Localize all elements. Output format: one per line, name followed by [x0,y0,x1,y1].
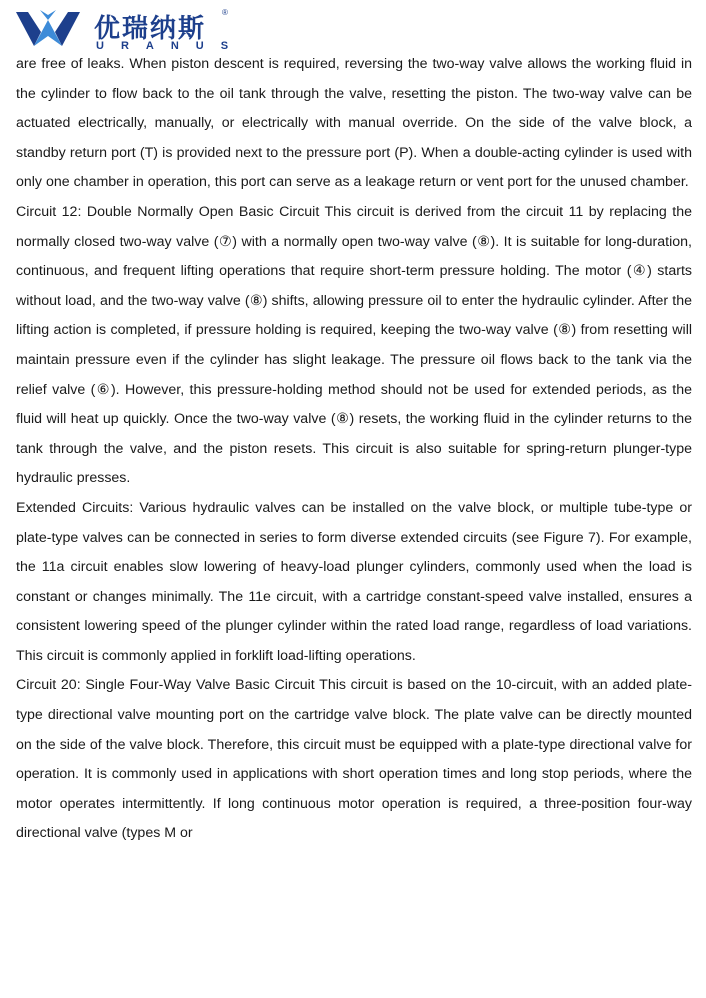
paragraph-extended-circuits: Extended Circuits: Various hydraulic valves can be installed on the valve block, or multiple tube-type or plate-type valves can be connected in series to form diverse extended circuits (see Figure 7). For example, the 11a circuit enables slow lowering of heavy-load plunger cylinders, commonly used when the load is constant or changes minimally. The 11e circuit, with a cartridge constant-speed valve installed, ensures a consistent lowering speed of the plunger cylinder within the rated load range, regardless of load variations. This circuit is commonly applied in forklift load-lifting operations. [16,499,692,664]
page-header [14,4,254,54]
logo-chinese-text: 优瑞纳斯 [94,14,207,44]
uranus-logo-icon [14,6,82,52]
paragraph-circuit-12: Circuit 12: Double Normally Open Basic Circuit This circuit is derived from the circuit 11 by replacing the normally closed two-way valve (⑦) with a normally open two-way valve (⑧). It is suitable for long-duration, continuous, and frequent lifting operations that require short-term pressure holding. The motor (④) starts without load, and the two-way valve (⑧) shifts, allowing pressure oil to enter the hydraulic cylinder. After the lifting action is completed, if pressure holding is required, keeping the two-way valve (⑧) from resetting will maintain pressure even if the cylinder has slight leakage. The pressure oil flows back to the tank via the relief valve (⑥). However, this pressure-holding method should not be used for extended periods, as the fluid will heat up quickly. Once the two-way valve (⑧) resets, the working fluid in the cylinder returns to the tank through the valve, and the piston resets. This circuit is also suitable for spring-return plunger-type hydraulic presses. [16,203,692,487]
paragraph-circuit-20: Circuit 20: Single Four-Way Valve Basic Circuit This circuit is based on the 10-circuit, with an added plate-type directional valve mounting port on the cartridge valve block. The plate valve can be directly mounted on the side of the valve block. Therefore, this circuit must be equipped with a plate-type directional valve for operation. It is commonly used in applications with short operation times and long stop periods, where the motor operates intermittently. If long continuous motor operation is required, a three-position four-way directional valve (types M or [16,677,692,842]
paragraph-valve-operation: are free of leaks. When piston descent is required, reversing the two-way valve allows the working fluid in the cylinder to flow back to the oil tank through the valve, resetting the piston. The two-way valve can be actuated electrically, manually, or electrically with manual override. On the side of the valve block, a standby return port (T) is provided next to the pressure port (P). When a double-acting cylinder is used with only one chamber in operation, this port can serve as a leakage return or vent port for the unused chamber. [16,56,692,191]
document-body [16,50,692,849]
registered-mark: ® [222,8,228,17]
logo-english-text: URANUS [96,40,246,52]
